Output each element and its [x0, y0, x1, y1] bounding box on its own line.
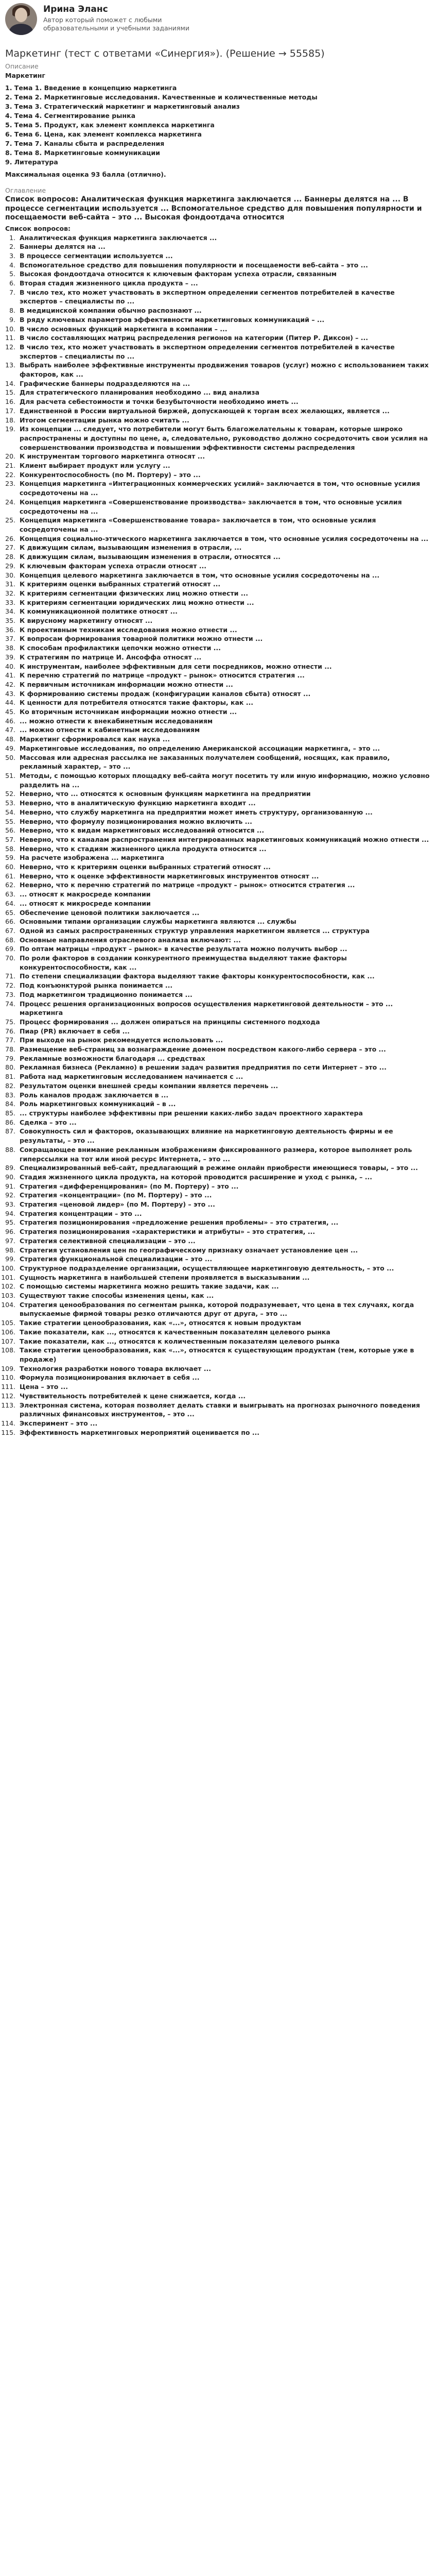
- question-item: 60. Неверно, что к критериям оценки выбранных стратегий относят ...: [18, 862, 431, 872]
- question-item: 3. В процессе сегментации используется ...: [18, 251, 431, 261]
- question-item: 72. Под конъюнктурой рынка понимается ...: [18, 981, 431, 990]
- question-item: 64. ... относят к микросреде компании: [18, 899, 431, 908]
- question-item: 31. К критериям оценки выбранных стратегий относят ...: [18, 580, 431, 589]
- question-item: 37. К вопросам формирования товарной политики можно отнести ...: [18, 634, 431, 643]
- description-line: 9. Литература: [5, 158, 58, 166]
- question-item: 73. Под маркетингом традиционно понимается ...: [18, 990, 431, 999]
- description-line: Маркетинг: [5, 72, 45, 79]
- question-item: 7. В число тех, кто может участвовать в экспертном определении сегментов потребителей в качестве экспертов – специалисты по ...: [18, 288, 431, 306]
- toc-heading: Список вопросов: Аналитическая функция маркетинга заключается ... Баннеры делятся на ... В процессе сегментации используется ... Вспомогательное средство для повышения популярности и посещаемости веб-сайта – это ... Высокая фондоотдача относится: [5, 195, 422, 222]
- question-item: 35. К вирусному маркетингу относят ...: [18, 616, 431, 625]
- question-item: 52. Неверно, что ... относятся к основным функциям маркетинга на предприятии: [18, 789, 431, 799]
- question-item: 77. При выходе на рынок рекомендуется использовать ...: [18, 1036, 431, 1045]
- question-item: 54. Неверно, что службу маркетинга на предприятии может иметь структуру, организованную ...: [18, 808, 431, 817]
- question-item: 39. К стратегиям по матрице И. Ансоффа относят ...: [18, 653, 431, 662]
- question-item: 113. Электронная система, которая позволяет делать ставки и выигрывать на прогнозах рыночного поведения различных финансовых инструментов, – это ...: [18, 1401, 431, 1419]
- description-line: 7. Тема 7. Каналы сбыта и распределения: [5, 140, 165, 147]
- question-item: 33. К критериям сегментации юридических лиц можно отнести ...: [18, 598, 431, 607]
- question-item: 86. Сделка – это ...: [18, 1118, 431, 1127]
- question-item: 36. К проективным техникам исследования можно отнести ...: [18, 625, 431, 635]
- question-item: 80. Рекламная бизнеса (Рекламно) в решении задач развития предприятия по сети Интернет – это ...: [18, 1063, 431, 1072]
- question-item: 49. Маркетинговые исследования, по определению Американской ассоциации маркетинга, – это ...: [18, 744, 431, 753]
- question-item: 42. К первичным источникам информации можно отнести ...: [18, 680, 431, 689]
- question-item: 112. Чувствительность потребителей к цене снижается, когда ...: [18, 1392, 431, 1401]
- question-item: 76. Пиар (PR) включает в себя ...: [18, 1027, 431, 1036]
- author-name[interactable]: Ирина Эланс: [43, 4, 108, 14]
- question-item: 28. К движущим силам, вызывающим изменения в отрасли, относятся ...: [18, 552, 431, 562]
- description-line: 3. Тема 3. Стратегический маркетинг и маркетинговый анализ: [5, 103, 240, 110]
- question-item: 20. К инструментам торгового маркетинга относят ...: [18, 452, 431, 461]
- question-item: 84. Роль маркетинговых коммуникаций – в ...: [18, 1099, 431, 1109]
- question-item: 94. Стратегия концентрации – это ...: [18, 1209, 431, 1218]
- question-item: 43. К формированию системы продаж (конфигурации каналов сбыта) относят ...: [18, 689, 431, 699]
- question-item: 93. Стратегия «ценовой лидер» (по М. Портеру) – это ...: [18, 1200, 431, 1209]
- question-item: 46. ... можно отнести к внекабинетным исследованиям: [18, 717, 431, 726]
- question-item: 17. Единственной в России виртуальной биржей, допускающей к торгам всех желающих, является ...: [18, 406, 431, 416]
- author-description: Автор который поможет с любыми образовательными и учебными заданиями: [43, 16, 189, 32]
- question-item: 56. Неверно, что к видам маркетинговых исследований относится ...: [18, 826, 431, 835]
- description-line: 6. Тема 6. Цена, как элемент комплекса маркетинга: [5, 130, 202, 138]
- description-line: 4. Тема 4. Сегментирование рынка: [5, 112, 136, 120]
- question-item: 16. Для расчета себестоимости и точки безубыточности необходимо иметь ...: [18, 397, 431, 406]
- question-item: 78. Размещение веб-страниц за вознаграждение доменом посредством какого-либо сервера – это ...: [18, 1045, 431, 1054]
- question-item: 53. Неверно, что в аналитическую функцию маркетинга входит ...: [18, 799, 431, 808]
- question-item: 71. По степени специализации фактора выделяют такие факторы конкурентоспособности, как ...: [18, 972, 431, 981]
- question-item: 38. К способам профилактики цепочки можно отнести ...: [18, 643, 431, 653]
- question-item: 88. Сокращающее внимание рекламным изображениям фиксированного размера, которое выполняет роль гиперссылки на тот или иной ресурс Интернета, – это ...: [18, 1145, 431, 1163]
- question-item: 83. Роль каналов продаж заключается в ...: [18, 1091, 431, 1100]
- question-item: 2. Баннеры делятся на ...: [18, 242, 431, 251]
- questions-label: Список вопросов:: [5, 224, 71, 232]
- question-item: 75. Процесс формирования ... должен опираться на принципы системного подхода: [18, 1018, 431, 1027]
- toc-label: Оглавление: [5, 187, 46, 194]
- question-item: 1. Аналитическая функция маркетинга заключается ...: [18, 233, 431, 243]
- question-item: 79. Рекламные возможности благодаря ... средствах: [18, 1054, 431, 1063]
- question-item: 21. Клиент выбирает продукт или услугу ...: [18, 461, 431, 470]
- description-block: [5, 71, 431, 179]
- question-item: 96. Стратегия позиционирования «характеристики и атрибуты» – это стратегия, ...: [18, 1227, 431, 1236]
- question-item: 29. К ключевым факторам успеха отрасли относят ...: [18, 562, 431, 571]
- question-item: 65. Обеспечение ценовой политики заключается ...: [18, 908, 431, 918]
- question-item: 47. ... можно отнести к кабинетным исследованиям: [18, 725, 431, 735]
- questions-list: [5, 233, 431, 1437]
- question-item: 67. Одной из самых распространенных структур управления маркетингом является ... структура: [18, 926, 431, 936]
- question-item: 12. В число тех, кто может участвовать в экспертном определении сегментов потребителей в качестве экспертов – специалисты по ...: [18, 343, 431, 361]
- question-item: 102. С помощью системы маркетинга можно решить такие задачи, как ...: [18, 1282, 431, 1291]
- question-item: 6. Вторая стадия жизненного цикла продукта – ...: [18, 279, 431, 288]
- question-item: 4. Вспомогательное средство для повышения популярности и посещаемости веб-сайта – это ...: [18, 261, 431, 270]
- question-item: 66. Основными типами организации службы маркетинга являются ... службы: [18, 917, 431, 926]
- question-item: 74. Процесс решения организационных вопросов осуществления маркетинговой деятельности – это ... маркетинга: [18, 999, 431, 1018]
- question-item: 82. Результатом оценки внешней среды компании является перечень ...: [18, 1081, 431, 1091]
- question-item: 59. На расчете изображена ... маркетинга: [18, 853, 431, 862]
- question-item: 108. Такие стратегии ценообразования, как «...», относятся к существующим продуктам (тем, которые уже в продаже): [18, 1346, 431, 1364]
- question-item: 55. Неверно, что формулу позиционирования можно включить ...: [18, 817, 431, 826]
- question-item: 8. В медицинской компании обычно распознают ...: [18, 306, 431, 315]
- question-item: 90. Стадия жизненного цикла продукта, на которой проводится расширение и уход с рынка, – ...: [18, 1173, 431, 1182]
- question-item: 91. Стратегия «дифференцирования» (по М. Портеру) – это ...: [18, 1182, 431, 1191]
- question-item: 25. Концепция маркетинга «Совершенствование товара» заключается в том, что основные усилия сосредоточены на ...: [18, 516, 431, 534]
- description-line: Максимальная оценка 93 балла (отлично).: [5, 171, 166, 178]
- question-item: 97. Стратегия селективной специализации – это ...: [18, 1236, 431, 1246]
- description-line: 2. Тема 2. Маркетинговые исследования. Качественные и количественные методы: [5, 93, 318, 101]
- question-item: 68. Основные направления отраслевого анализа включают: ...: [18, 936, 431, 945]
- question-item: 22. Конкурентоспособность (по М. Портеру) – это ...: [18, 470, 431, 480]
- question-item: 45. Ко вторичным источникам информации можно отнести ...: [18, 707, 431, 717]
- question-item: 11. В число составляющих матриц распределения регионов на категории (Питер Р. Диксон) – ...: [18, 333, 431, 343]
- description-line: 5. Тема 5. Продукт, как элемент комплекса маркетинга: [5, 121, 215, 129]
- author-header: [5, 0, 431, 47]
- question-item: 63. ... относят к макросреде компании: [18, 890, 431, 899]
- question-item: 57. Неверно, что к каналам распространения интегрированных маркетинговых коммуникаций можно отнести ...: [18, 835, 431, 844]
- question-item: 24. Концепция маркетинга «Совершенствование производства» заключается в том, что основные усилия сосредоточены на ...: [18, 498, 431, 516]
- question-item: 95. Стратегия позиционирования «предложение решения проблемы» – это стратегия, ...: [18, 1218, 431, 1227]
- question-item: 58. Неверно, что к стадиям жизненного цикла продукта относится ...: [18, 844, 431, 854]
- question-item: 19. Из концепции ... следует, что потребители могут быть благожелательны к товарам, которые широко распространены и доступны по цене, а, следовательно, руководство должно сосредоточить свои усилия на совершенствовании производства и повышении эффективности системы распределения: [18, 425, 431, 452]
- question-item: 9. В ряду ключевых параметров эффективности маркетинговых коммуникаций – ...: [18, 315, 431, 325]
- question-item: 98. Стратегия установления цен по географическому признаку означает установление цен ...: [18, 1246, 431, 1255]
- question-item: 13. Выбрать наиболее эффективные инструменты продвижения товаров (услуг) можно с использованием таких факторов, как ...: [18, 361, 431, 379]
- question-item: 26. Концепция социально-этического маркетинга заключается в том, что основные усилия сосредоточены на ...: [18, 534, 431, 544]
- description-label: Описание: [5, 62, 39, 70]
- question-item: 110. Формула позиционирования включает в себя ...: [18, 1373, 431, 1382]
- question-item: 34. К коммуникационной политике относят ...: [18, 607, 431, 616]
- question-item: 114. Эксперимент – это ...: [18, 1419, 431, 1428]
- question-item: 15. Для стратегического планирования необходимо ... вид анализа: [18, 388, 431, 397]
- question-item: 18. Итогом сегментации рынка можно считать ...: [18, 416, 431, 425]
- question-item: 111. Цена – это ...: [18, 1382, 431, 1392]
- question-item: 61. Неверно, что к оценке эффективности маркетинговых инструментов относят ...: [18, 872, 431, 881]
- question-item: 5. Высокая фондоотдача относится к ключевым факторам успеха отрасли, связанным: [18, 269, 431, 279]
- question-item: 92. Стратегия «концентрации» (по М. Портеру) – это ...: [18, 1191, 431, 1200]
- question-item: 100. Структурное подразделение организации, осуществляющее маркетинговую деятельность, – это ...: [18, 1264, 431, 1273]
- question-item: 69. По оптам матрицы «продукт – рынок» в качестве результата можно получить выбор ...: [18, 944, 431, 954]
- description-line: 1. Тема 1. Введение в концепцию маркетинга: [5, 84, 177, 92]
- question-item: 14. Графические баннеры подразделяются на ...: [18, 379, 431, 388]
- question-item: 85. ... структуры наиболее эффективны при решении каких-либо задач проектного характера: [18, 1109, 431, 1118]
- author-info: [43, 3, 198, 32]
- question-item: 44. К ценности для потребителя относятся такие факторы, как ...: [18, 698, 431, 707]
- question-item: 104. Стратегия ценообразования по сегментам рынка, которой подразумевает, что цена в тех случаях, когда выпускаемые фирмой товары резко отличаются друг от друга, – это ...: [18, 1300, 431, 1318]
- question-item: 89. Специализированный веб-сайт, предлагающий в режиме онлайн приобрести имеющиеся товары, – это ...: [18, 1163, 431, 1173]
- question-item: 62. Неверно, что к перечню стратегий по матрице «продукт – рынок» относится стратегия ...: [18, 880, 431, 890]
- question-item: 51. Методы, с помощью которых площадку веб-сайта могут посетить ту или иную информацию, можно условно разделить на ...: [18, 771, 431, 789]
- question-item: 27. К движущим силам, вызывающим изменения в отрасли, ...: [18, 543, 431, 552]
- description-line: 8. Тема 8. Маркетинговые коммуникации: [5, 149, 160, 157]
- question-item: 109. Технология разработки нового товара включает ...: [18, 1364, 431, 1374]
- question-item: 70. По роли факторов в создании конкурентного преимущества выделяют такие факторы конкурентоспособности, как ...: [18, 954, 431, 972]
- question-item: 87. Совокупность сил и факторов, оказывающих влияние на маркетинговую деятельность фирмы и ее результаты, – это ...: [18, 1127, 431, 1145]
- question-item: 23. Концепция маркетинга «Интеграционных коммерческих усилий» заключается в том, что основные усилия сосредоточены на ...: [18, 479, 431, 497]
- question-item: 115. Эффективность маркетинговых мероприятий оценивается по ...: [18, 1428, 431, 1437]
- question-item: 106. Такие показатели, как ..., относятся к качественным показателям целевого рынка: [18, 1328, 431, 1337]
- question-item: 41. К перечню стратегий по матрице «продукт – рынок» относится стратегия ...: [18, 671, 431, 680]
- question-item: 50. Массовая или адресная рассылка не заказанных получателем сообщений, носящих, как правило, рекламный характер, – это ...: [18, 753, 431, 771]
- question-item: 99. Стратегия функциональной специализации – это ...: [18, 1255, 431, 1264]
- question-item: 81. Работа над маркетинговым исследованием начинается с ...: [18, 1072, 431, 1081]
- question-item: 30. Концепция целевого маркетинга заключается в том, что основные усилия сосредоточены на ...: [18, 571, 431, 580]
- question-item: 103. Существуют такие способы изменения цены, как ...: [18, 1291, 431, 1300]
- question-item: 105. Такие стратегии ценообразования, как «...», относятся к новым продуктам: [18, 1318, 431, 1328]
- question-item: 10. В число основных функций маркетинга в компании – ...: [18, 325, 431, 334]
- question-item: 32. К критериям сегментации физических лиц можно отнести ...: [18, 589, 431, 598]
- page-title: Маркетинг (тест с ответами «Синергия»). (Решение → 55585): [5, 48, 325, 59]
- author-avatar[interactable]: [5, 3, 37, 35]
- question-item: 101. Сущность маркетинга в наибольшей степени проявляется в высказывании ...: [18, 1273, 431, 1282]
- question-item: 40. К инструментам, наиболее эффективным для сети посредников, можно отнести ...: [18, 662, 431, 671]
- question-item: 48. Маркетинг сформировался как наука ...: [18, 735, 431, 744]
- question-item: 107. Такие показатели, как ..., относятся к количественным показателям целевого рынка: [18, 1337, 431, 1346]
